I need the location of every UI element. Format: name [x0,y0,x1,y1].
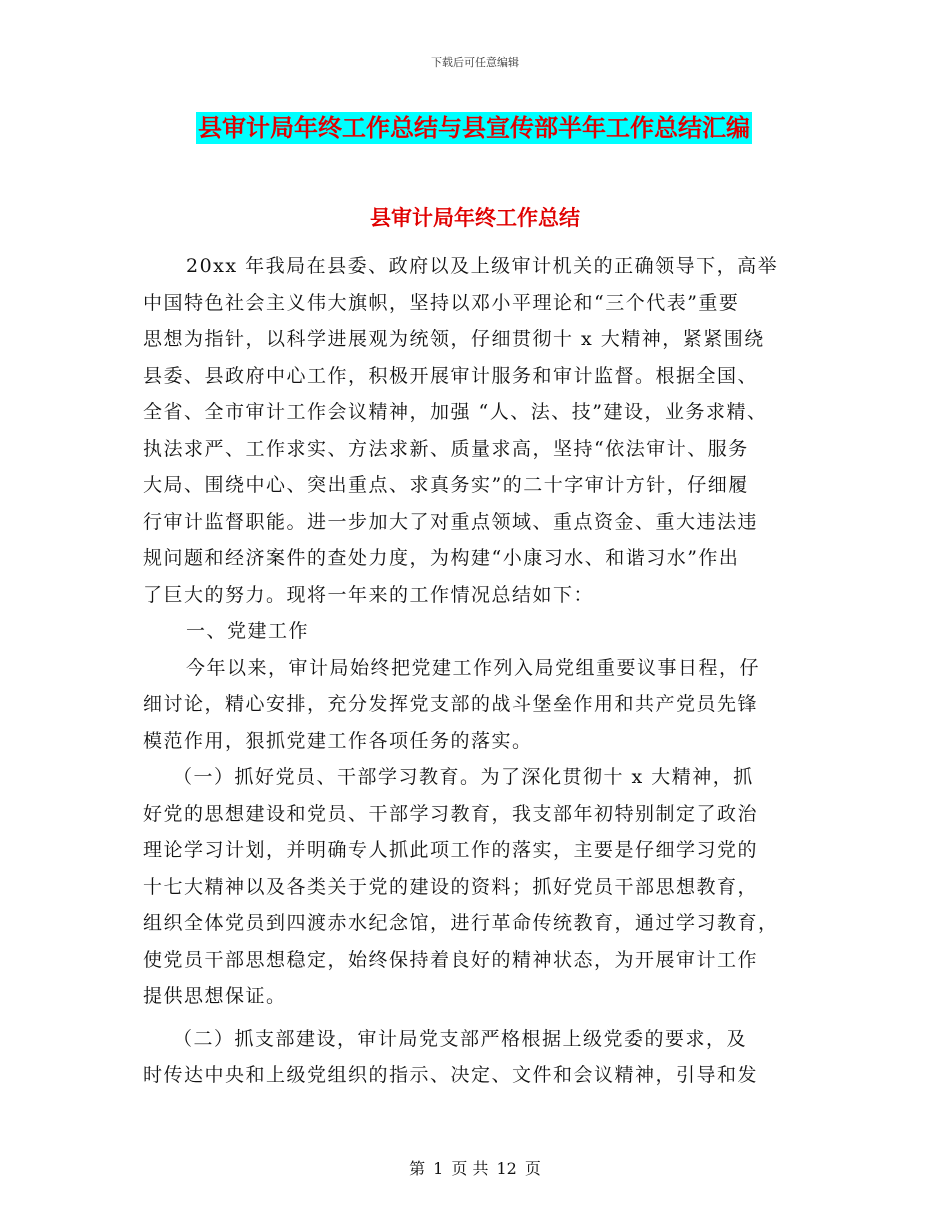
paragraph-line: 细讨论，精心安排，充分发挥党支部的战斗堡垒作用和共产党员先锋 [143,693,759,715]
paragraph-line: 模范作用，狠抓党建工作各项任务的落实。 [143,729,533,752]
paragraph-line: 20xx 年我局在县委、政府以及上级审计机关的正确领导下，高举 [186,255,779,277]
footer-suffix: 页 [524,1159,541,1178]
page-number: 1 [433,1159,444,1178]
paragraph-line: 行审计监督职能。进一步加大了对重点领域、重点资金、重大违法违 [143,510,759,533]
paragraph-line: 组织全体党员到四渡赤水纪念馆，进行革命传统教育，通过学习教育， [143,912,779,934]
paragraph-line: 使党员干部思想稳定，始终保持着良好的精神状态，为开展审计工作 [143,948,759,971]
paragraph-line: 了巨大的努力。现将一年来的工作情况总结如下： [143,583,595,606]
footer-middle: 页 共 [451,1159,489,1178]
paragraph-line: 十七大精神以及各类关于党的建设的资料；抓好党员干部思想教育， [143,875,759,898]
page-footer [0,1156,950,1179]
paragraph-line: 思想为指针，以科学进展观为统领，仔细贯彻十 x 大精神，紧紧围绕 [143,328,765,350]
paragraph-line: （一）抓好党员、干部学习教育。为了深化贯彻十 x 大精神，抓 [173,766,754,788]
paragraph-line: 规问题和经济案件的查处力度，为构建“小康习水、和谐习水”作出 [143,547,740,569]
paragraph-line: （二）抓支部建设，审计局党支部严格根据上级党委的要求，及 [173,1027,748,1050]
paragraph-line: 提供思想保证。 [143,985,287,1007]
paragraph-line: 今年以来，审计局始终把党建工作列入局党组重要议事日程，仔 [186,656,761,679]
page-total: 12 [496,1159,517,1178]
paragraph-line: 执法求严、工作求实、方法求新、质量求高，坚持“依法审计、服务 [143,437,749,460]
paragraph-line: 时传达中央和上级党组织的指示、决定、文件和会议精神，引导和发 [143,1064,759,1086]
section-title: 县审计局年终工作总结 [370,206,580,230]
footer-prefix: 第 [409,1159,426,1178]
paragraph-line: 理论学习计划，并明确专人抓此项工作的落实，主要是仔细学习党的 [143,839,759,861]
section-heading: 一、党建工作 [186,620,310,642]
paragraph-line: 全省、全市审计工作会议精神，加强 “人、法、技”建设，业务求精、 [143,401,768,423]
paragraph-line: 大局、围绕中心、突出重点、求真务实”的二十字审计方针，仔细履 [143,474,749,496]
document-title: 县审计局年终工作总结与县宣传部半年工作总结汇编 [198,114,750,142]
header-note: 下载后可任意编辑 [431,56,519,69]
paragraph-line: 县委、县政府中心工作，积极开展审计服务和审计监督。根据全国、 [143,364,759,387]
document-body [143,248,843,1094]
paragraph-line: 好党的思想建设和党员、干部学习教育，我支部年初特别制定了政治 [143,802,759,825]
paragraph-line: 中国特色社会主义伟大旗帜，坚持以邓小平理论和“三个代表”重要 [143,291,740,314]
